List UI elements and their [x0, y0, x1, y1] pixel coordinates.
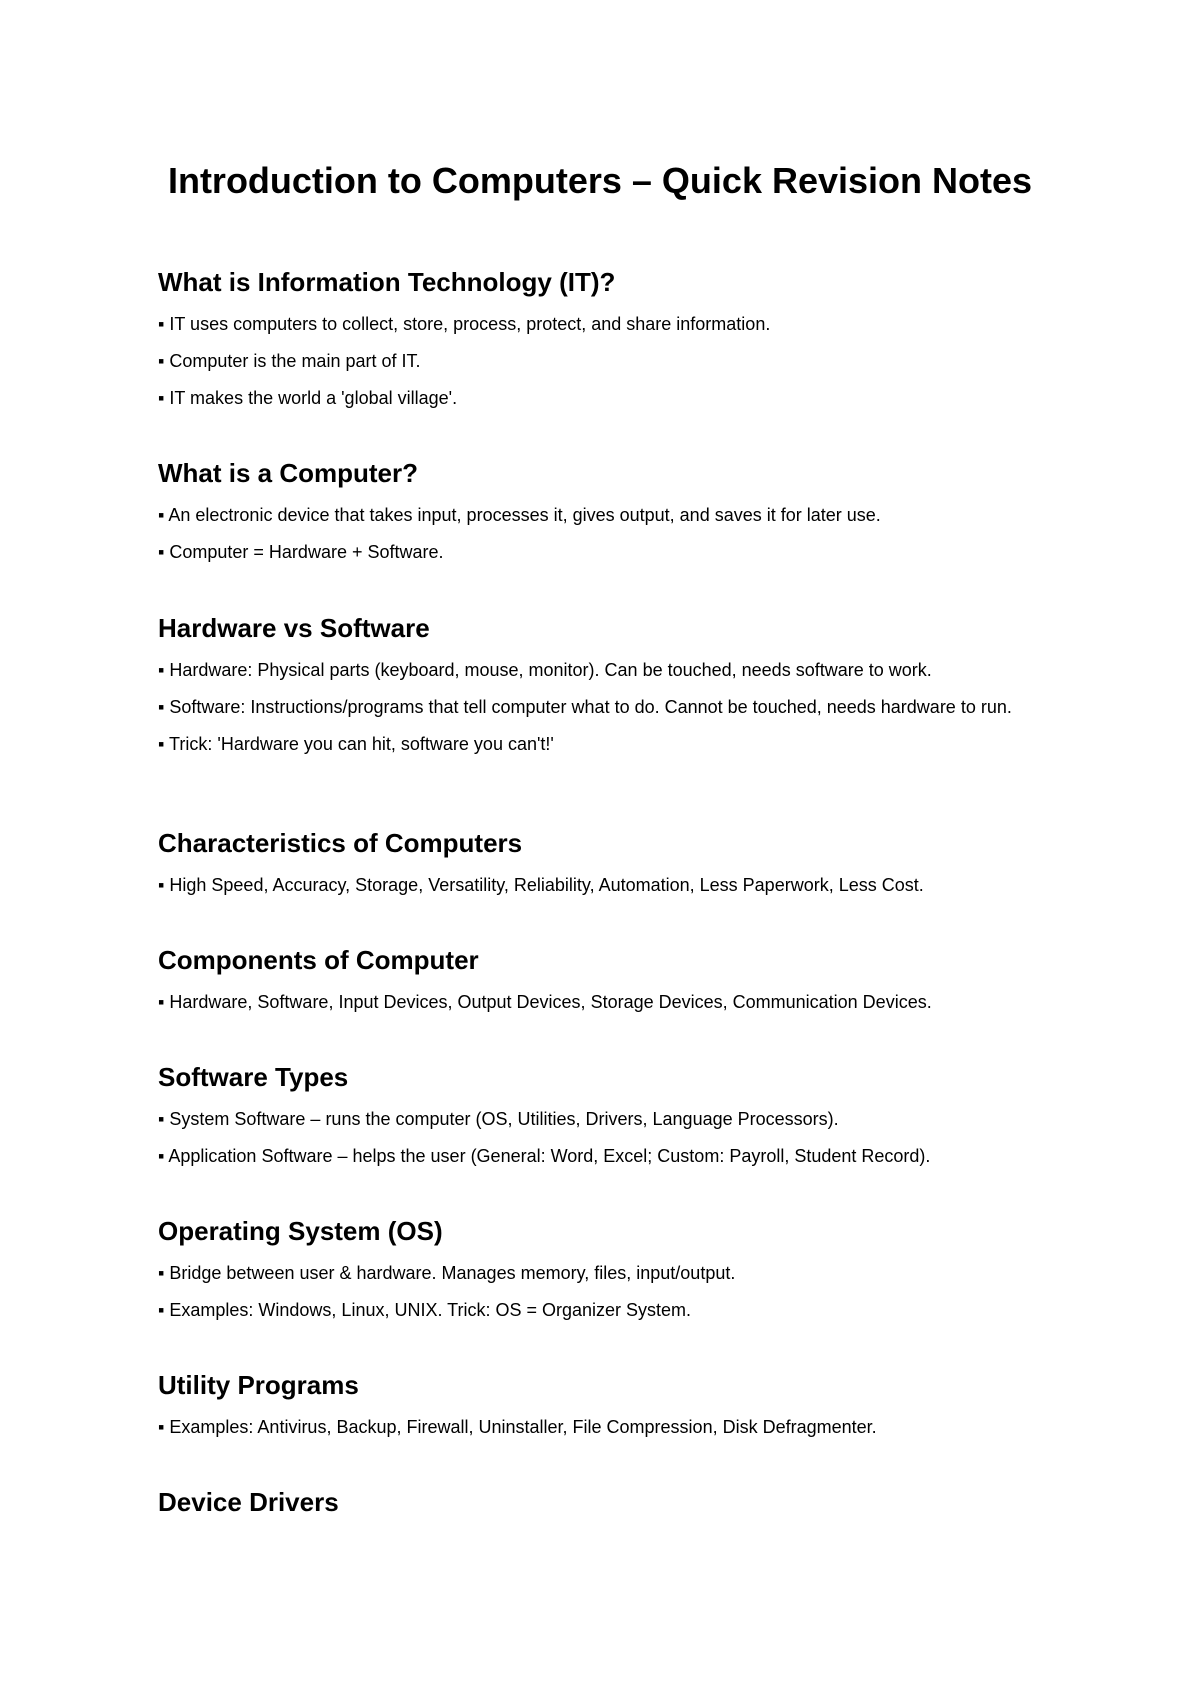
- bullet-item: ▪ An electronic device that takes input, processes it, gives output, and saves it for later use.: [158, 505, 881, 525]
- section-components: [158, 943, 1058, 1014]
- bullet-item: ▪ High Speed, Accuracy, Storage, Versatility, Reliability, Automation, Less Paperwork, Less Cost.: [158, 875, 924, 895]
- section-heading: What is Information Technology (IT)?: [158, 267, 616, 297]
- bullet-item: ▪ Application Software – helps the user (General: Word, Excel; Custom: Payroll, Student Record).: [158, 1146, 931, 1166]
- bullet-item: ▪ Bridge between user & hardware. Manages memory, files, input/output.: [158, 1263, 736, 1283]
- bullet-item: ▪ IT uses computers to collect, store, process, protect, and share information.: [158, 314, 771, 334]
- section-heading: Hardware vs Software: [158, 613, 430, 643]
- bullet-item: ▪ System Software – runs the computer (OS, Utilities, Drivers, Language Processors).: [158, 1109, 839, 1129]
- section-heading: Operating System (OS): [158, 1216, 443, 1246]
- bullet-item: ▪ Hardware: Physical parts (keyboard, mouse, monitor). Can be touched, needs software to work.: [158, 660, 932, 680]
- section-device-drivers: [158, 1485, 1058, 1519]
- bullet-item: ▪ Software: Instructions/programs that tell computer what to do. Cannot be touched, needs hardware to run.: [158, 697, 1012, 717]
- bullet-item: ▪ Examples: Antivirus, Backup, Firewall, Uninstaller, File Compression, Disk Defragmenter.: [158, 1417, 877, 1437]
- bullet-item: ▪ Computer = Hardware + Software.: [158, 542, 444, 562]
- section-heading: What is a Computer?: [158, 458, 419, 488]
- section-heading: Device Drivers: [158, 1487, 339, 1517]
- bullet-list: [158, 990, 1058, 1014]
- section-what-is-computer: [158, 456, 1058, 564]
- bullet-list: [158, 312, 1058, 410]
- section-information-technology: [158, 265, 1058, 410]
- section-utility-programs: [158, 1368, 1058, 1439]
- bullet-item: ▪ Trick: 'Hardware you can hit, software you can't!': [158, 734, 554, 754]
- section-heading: Utility Programs: [158, 1370, 359, 1400]
- document-title: Introduction to Computers – Quick Revision Notes: [167, 160, 1033, 201]
- bullet-item: ▪ Examples: Windows, Linux, UNIX. Trick: OS = Organizer System.: [158, 1300, 692, 1320]
- section-heading: Characteristics of Computers: [158, 828, 523, 858]
- bullet-list: [158, 503, 1058, 564]
- section-characteristics: [158, 826, 1058, 897]
- bullet-list: [158, 658, 1058, 756]
- section-software-types: [158, 1060, 1058, 1168]
- bullet-list: [158, 1107, 1058, 1168]
- bullet-list: [158, 1415, 1058, 1439]
- bullet-item: ▪ Computer is the main part of IT.: [158, 351, 421, 371]
- section-operating-system: [158, 1214, 1058, 1322]
- bullet-list: [158, 1261, 1058, 1322]
- bullet-item: ▪ IT makes the world a 'global village'.: [158, 388, 458, 408]
- section-heading: Components of Computer: [158, 945, 479, 975]
- bullet-item: ▪ Hardware, Software, Input Devices, Output Devices, Storage Devices, Communication Devices.: [158, 992, 932, 1012]
- bullet-list: [158, 873, 1058, 897]
- section-hardware-vs-software: [158, 611, 1058, 756]
- section-heading: Software Types: [158, 1062, 349, 1092]
